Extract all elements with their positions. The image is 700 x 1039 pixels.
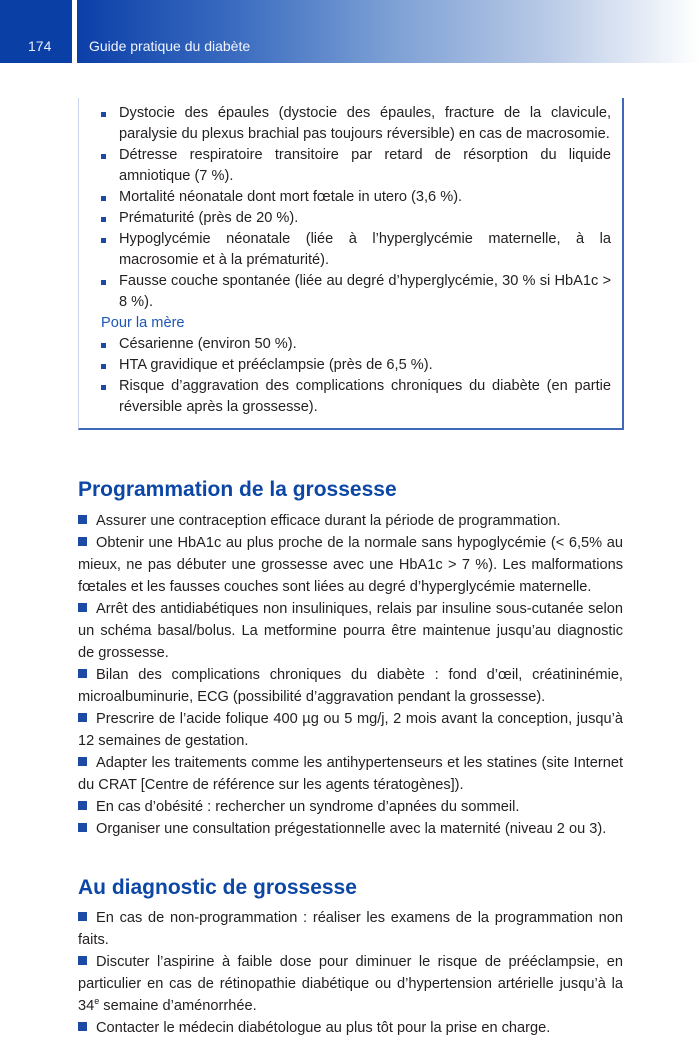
bullet-icon: [78, 801, 87, 810]
bullet-icon: [101, 217, 106, 222]
bullet-icon: [101, 154, 106, 159]
bullet-icon: [78, 1022, 87, 1031]
bullet-icon: [78, 603, 87, 612]
page-number: 174: [28, 38, 52, 54]
paragraph: Contacter le médecin diabétologue au plus tôt pour la prise en charge.: [78, 1017, 623, 1039]
bullet-icon: [101, 343, 106, 348]
list-item: Mortalité néonatale dont mort fœtale in utero (3,6 %).: [101, 187, 611, 208]
bullet-icon: [101, 238, 106, 243]
list-item: Césarienne (environ 50 %).: [101, 334, 611, 355]
bullet-icon: [78, 823, 87, 832]
paragraph: Assurer une contraception efficace durant la période de programmation.: [78, 510, 623, 532]
complications-list: [101, 103, 611, 418]
complications-box: [78, 98, 624, 430]
bullet-icon: [78, 956, 87, 965]
list-item: Dystocie des épaules (dystocie des épaules, fracture de la clavicule, paralysie du plexus brachial pas toujours réversible) en cas de macrosomie.: [101, 103, 611, 145]
bullet-icon: [78, 757, 87, 766]
list-item: Prématurité (près de 20 %).: [101, 208, 611, 229]
bullet-icon: [101, 280, 106, 285]
section-heading-diagnostic: Au diagnostic de grossesse: [78, 876, 357, 899]
paragraph: Prescrire de l’acide folique 400 µg ou 5 mg/j, 2 mois avant la conception, jusqu’à 12 semaines de gestation.: [78, 711, 623, 749]
section-programmation: [78, 510, 623, 840]
bullet-icon: [78, 713, 87, 722]
running-title: Guide pratique du diabète: [89, 38, 251, 54]
list-item: Risque d’aggravation des complications chroniques du diabète (en partie réversible après la grossesse).: [101, 376, 611, 418]
list-item: Hypoglycémie néonatale (liée à l’hyperglycémie maternelle, à la macrosomie et à la prématurité).: [101, 229, 611, 271]
paragraph: Bilan des complications chroniques du diabète : fond d’œil, créatininémie, microalbuminurie, ECG (possibilité d’aggravation pendant la grossesse).: [78, 667, 623, 705]
bullet-icon: [101, 112, 106, 117]
page-header: [0, 0, 700, 63]
paragraph: En cas de non-programmation : réaliser les examens de la programmation non faits.: [78, 910, 623, 948]
paragraph: Discuter l’aspirine à faible dose pour diminuer le risque de prééclampsie, en particulier en cas de rétinopathie diabétique ou d’hypertension artérielle jusqu’à la 34e semaine d’aménorrhée.: [78, 954, 623, 1014]
bullet-icon: [78, 912, 87, 921]
list-item: Détresse respiratoire transitoire par retard de résorption du liquide amniotique (7 %).: [101, 145, 611, 187]
paragraph: Adapter les traitements comme les antihypertenseurs et les statines (site Internet du CRAT [Centre de référence sur les agents tératogènes]).: [78, 755, 623, 793]
section-heading-programmation: Programmation de la grossesse: [78, 478, 397, 501]
bullet-icon: [78, 669, 87, 678]
paragraph: Arrêt des antidiabétiques non insuliniques, relais par insuline sous-cutanée selon un schéma basal/bolus. La metformine pourra être maintenue jusqu’au diagnostic de grossesse.: [78, 601, 623, 661]
bullet-icon: [78, 515, 87, 524]
bullet-icon: [78, 537, 87, 546]
section-diagnostic: [78, 907, 623, 1039]
bullet-icon: [101, 364, 106, 369]
paragraph: Organiser une consultation prégestationnelle avec la maternité (niveau 2 ou 3).: [78, 818, 623, 840]
bullet-icon: [101, 196, 106, 201]
list-item: HTA gravidique et prééclampsie (près de 6,5 %).: [101, 355, 611, 376]
paragraph: Obtenir une HbA1c au plus proche de la normale sans hypoglycémie (< 6,5% au mieux, ne pas débuter une grossesse avec une HbA1c > 7 %). Les malformations fœtales et les fausses couches sont liées au degré d’hyperglycémie maternelle.: [78, 535, 623, 595]
running-title-band: [77, 0, 700, 63]
page-number-block: [0, 0, 72, 63]
bullet-icon: [101, 385, 106, 390]
paragraph: En cas d’obésité : rechercher un syndrome d’apnées du sommeil.: [78, 796, 623, 818]
list-item: Fausse couche spontanée (liée au degré d’hyperglycémie, 30 % si HbA1c > 8 %).: [101, 271, 611, 313]
mother-subheading: Pour la mère: [101, 315, 185, 331]
